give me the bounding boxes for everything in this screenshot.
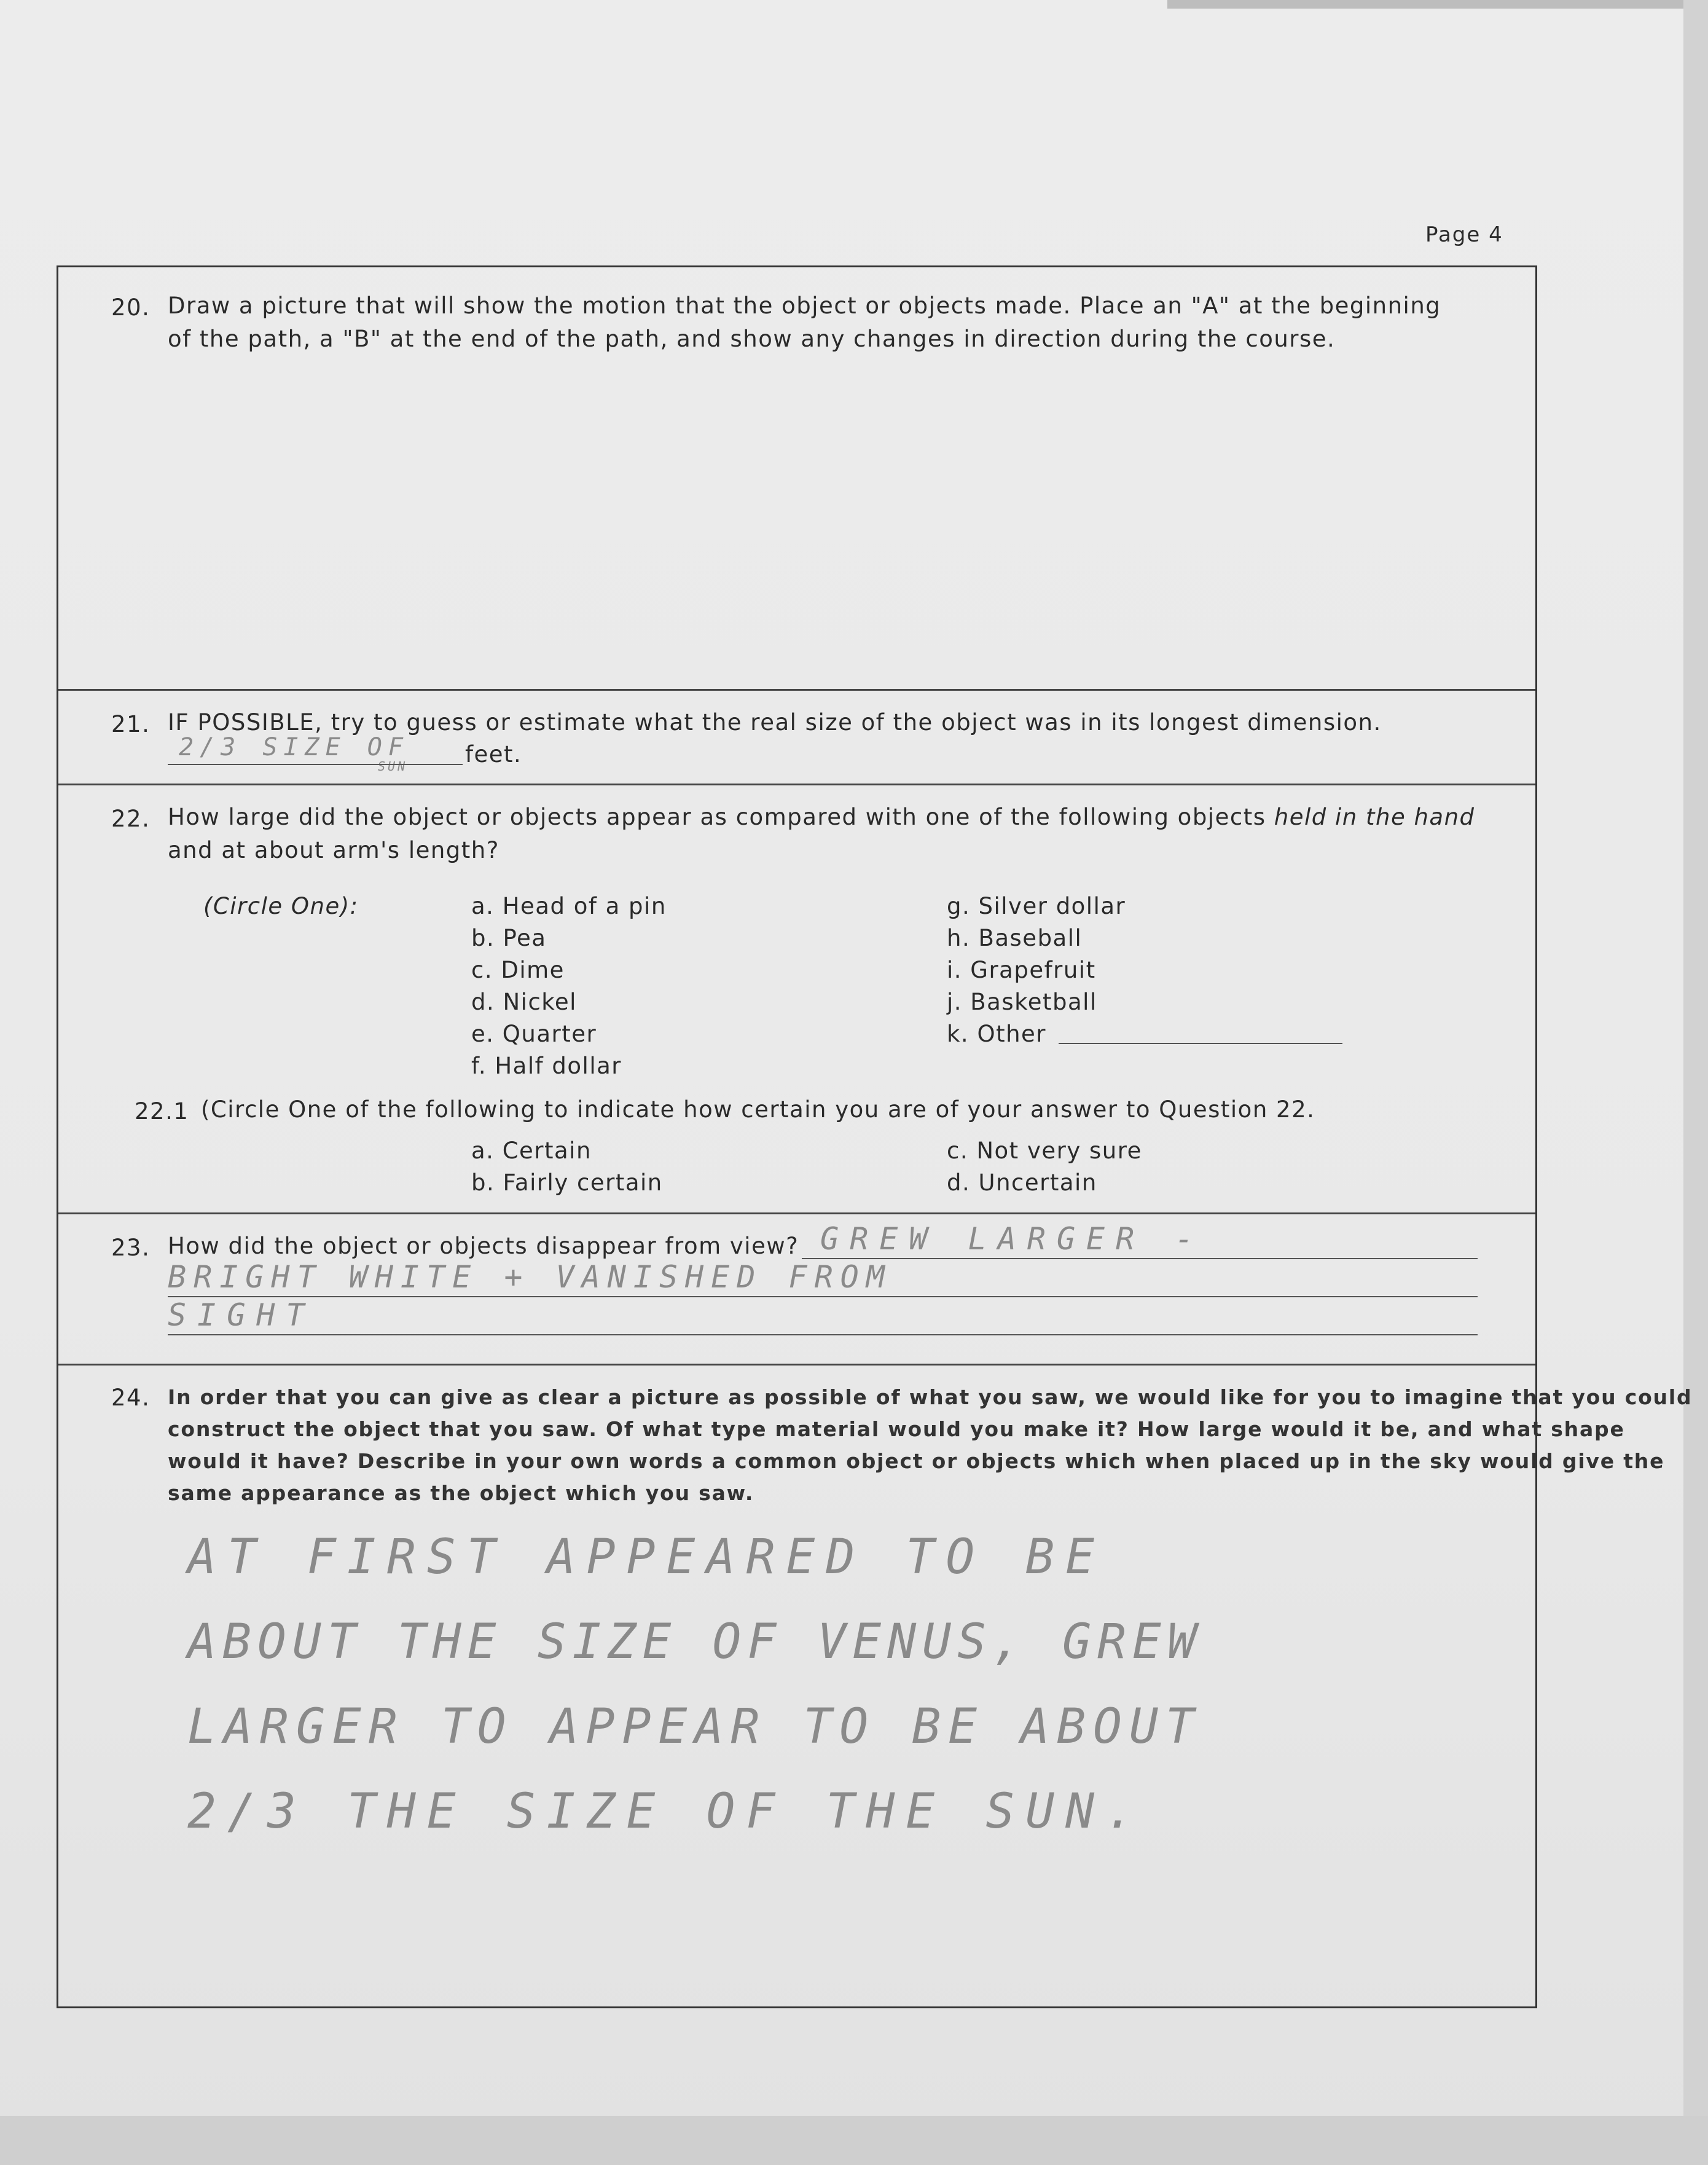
- section-divider: [58, 689, 1535, 691]
- question-text: How large did the object or objects appear as compared with one of the following objects: [168, 804, 1266, 830]
- handwritten-answer-line[interactable]: GREW LARGER -: [820, 1221, 1205, 1257]
- section-divider: [58, 1364, 1535, 1365]
- question-text-line: construct the object that you saw. Of what type material would you make it? How large would it be, and what shape: [168, 1417, 1625, 1441]
- question-number: 23.: [111, 1235, 151, 1261]
- question-text-line: In order that you can give as clear a picture as possible of what you saw, we would like for you to imagine that you could: [168, 1385, 1693, 1409]
- option-half-dollar[interactable]: f. Half dollar: [471, 1053, 622, 1079]
- option-baseball[interactable]: h. Baseball: [947, 925, 1083, 951]
- option-not-very-sure[interactable]: c. Not very sure: [947, 1138, 1142, 1164]
- handwritten-answer-line[interactable]: BRIGHT WHITE + VANISHED FROM: [168, 1259, 892, 1295]
- question-text: (Circle One of the following to indicate how certain you are of your answer to Question 22.: [201, 1096, 1315, 1123]
- handwritten-size-sub: SUN: [378, 759, 408, 774]
- other-answer-line[interactable]: [1059, 1043, 1342, 1044]
- handwritten-answer-line[interactable]: SIGHT: [168, 1297, 316, 1333]
- answer-line: [168, 1296, 1478, 1297]
- handwritten-description-line[interactable]: 2/3 THE SIZE OF THE SUN.: [187, 1784, 1146, 1839]
- question-number: 21.: [111, 711, 151, 737]
- question-text-line: of the path, a "B" at the end of the path, and show any changes in direction during the course.: [168, 326, 1336, 352]
- unit-label: feet.: [465, 741, 522, 768]
- question-text-line: [168, 801, 1475, 834]
- question-text-line: same appearance as the object which you saw.: [168, 1481, 754, 1505]
- section-divider: [58, 1212, 1535, 1214]
- question-number: 22.1: [135, 1098, 189, 1125]
- question-emphasis: held in the hand: [1274, 804, 1475, 830]
- option-other[interactable]: k. Other: [947, 1021, 1047, 1047]
- option-grapefruit[interactable]: i. Grapefruit: [947, 957, 1096, 983]
- question-text-line: Draw a picture that will show the motion that the object or objects made. Place an "A" at the beginning: [168, 293, 1441, 319]
- scan-edge-bottom: [0, 2116, 1708, 2165]
- questionnaire-form: [57, 265, 1693, 2008]
- option-quarter[interactable]: e. Quarter: [471, 1021, 597, 1047]
- question-number: 22.: [111, 806, 151, 832]
- option-silver-dollar[interactable]: g. Silver dollar: [947, 893, 1126, 919]
- option-nickel[interactable]: d. Nickel: [471, 989, 577, 1015]
- drawing-area[interactable]: [117, 335, 1469, 679]
- answer-line: [168, 764, 463, 765]
- answer-line: [168, 1334, 1478, 1335]
- question-text-line: and at about arm's length?: [168, 837, 499, 863]
- question-text-line: would it have? Describe in your own words a common object or objects which when placed up in the sky would give the: [168, 1449, 1665, 1473]
- question-text: How did the object or objects disappear from view?: [168, 1233, 799, 1259]
- answer-line: [802, 1258, 1478, 1259]
- option-fairly-certain[interactable]: b. Fairly certain: [471, 1169, 663, 1196]
- handwritten-description-line[interactable]: AT FIRST APPEARED TO BE: [187, 1530, 1106, 1585]
- section-divider: [58, 784, 1535, 785]
- option-uncertain[interactable]: d. Uncertain: [947, 1169, 1097, 1196]
- question-text: IF POSSIBLE, try to guess or estimate what the real size of the object was in its longest dimension.: [168, 709, 1382, 736]
- scan-edge-right: [1683, 0, 1708, 2165]
- question-number: 24.: [111, 1385, 151, 1411]
- option-head-of-pin[interactable]: a. Head of a pin: [471, 893, 667, 919]
- page-number: Page 4: [1425, 222, 1503, 247]
- handwritten-description-line[interactable]: ABOUT THE SIZE OF VENUS, GREW: [187, 1614, 1202, 1670]
- scan-edge-top: [1167, 0, 1708, 9]
- option-certain[interactable]: a. Certain: [471, 1138, 592, 1164]
- option-basketball[interactable]: j. Basketball: [947, 989, 1097, 1015]
- option-dime[interactable]: c. Dime: [471, 957, 565, 983]
- circle-instruction: (Circle One):: [203, 893, 359, 919]
- handwritten-description-line[interactable]: LARGER TO APPEAR TO BE ABOUT: [187, 1699, 1202, 1754]
- option-pea[interactable]: b. Pea: [471, 925, 547, 951]
- handwritten-size-answer[interactable]: 2/3 SIZE OF: [179, 733, 409, 761]
- question-number: 20.: [111, 294, 151, 321]
